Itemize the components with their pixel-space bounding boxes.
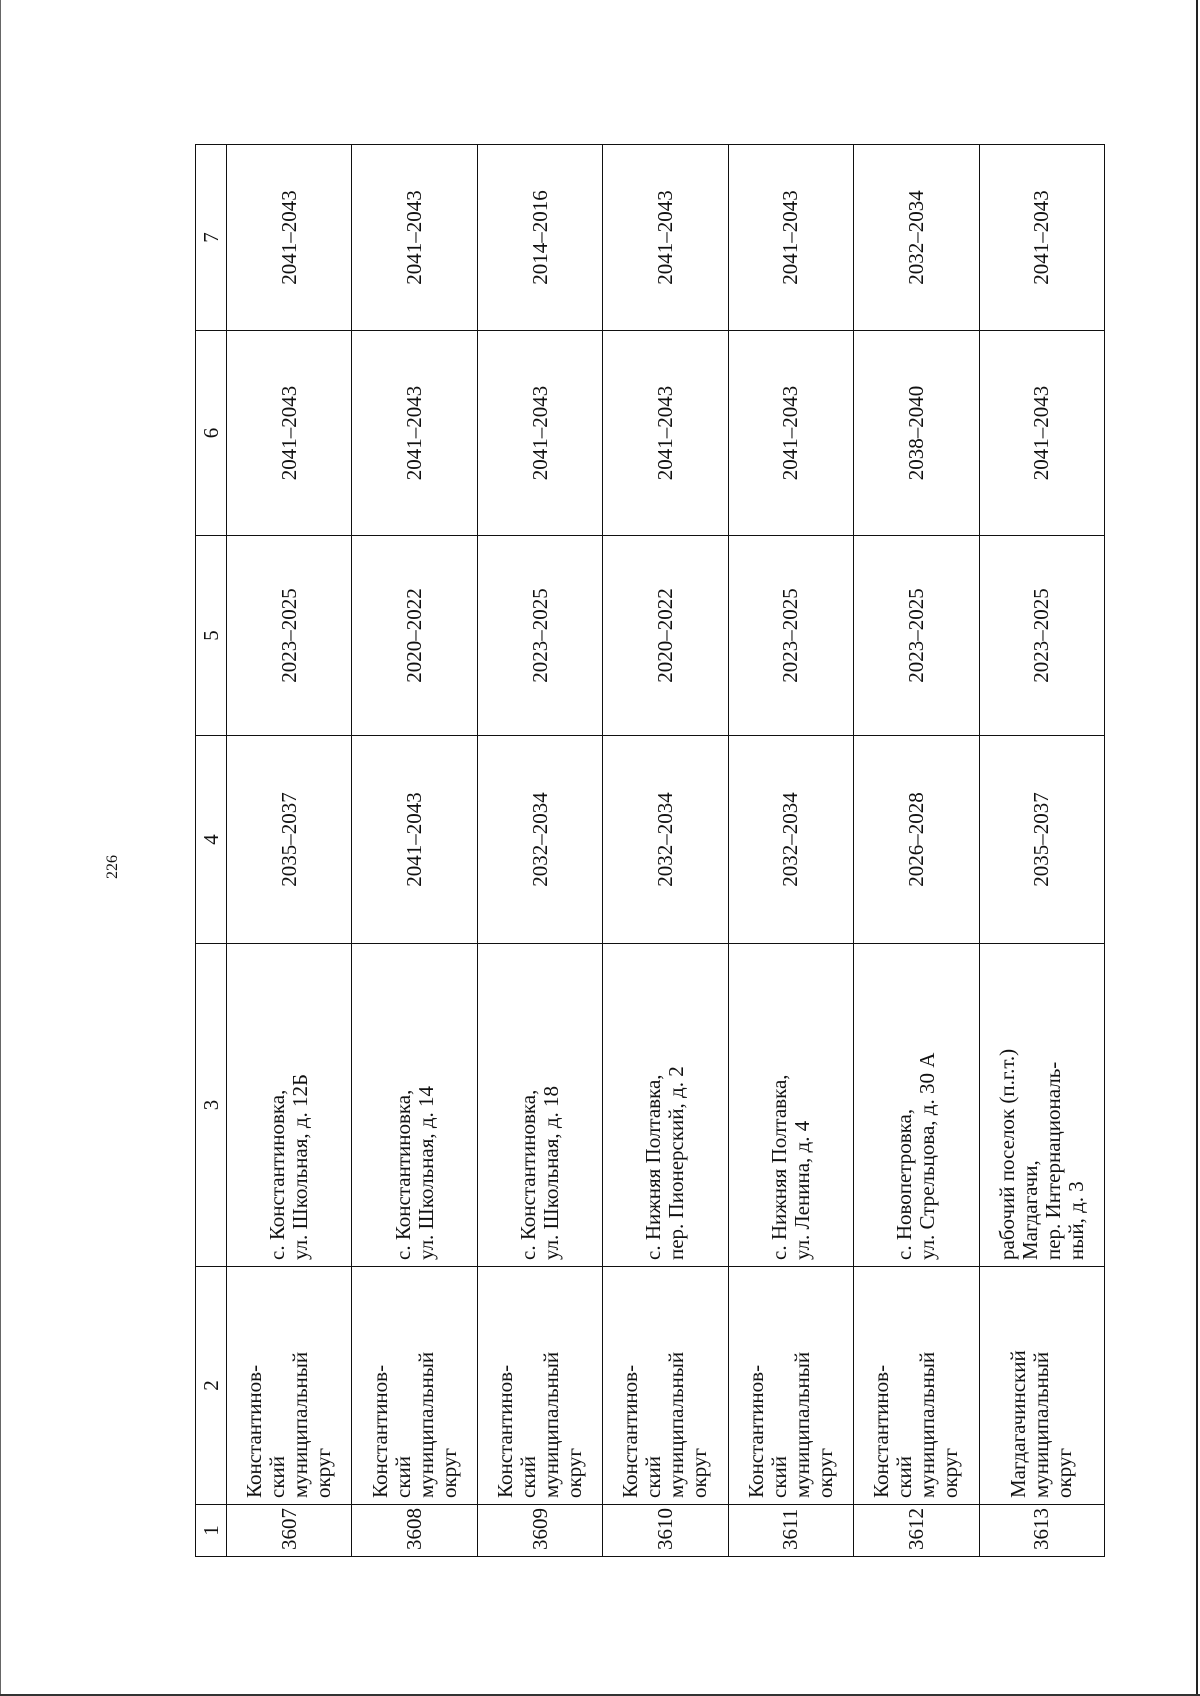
period-cell-6: 2041–2043: [477, 331, 602, 536]
period-cell-6: 2041–2043: [979, 331, 1104, 536]
address-cell: с. Новопетровка, ул. Стрельцова, д. 30 А: [854, 944, 979, 1267]
table-row: [477, 145, 602, 1557]
row-id-cell: 3607: [227, 1505, 352, 1557]
period-cell-4: 2032–2034: [603, 736, 728, 944]
period-cell-7: 2014–2016: [477, 145, 602, 331]
period-cell-7: 2032–2034: [854, 145, 979, 331]
period-cell-7: 2041–2043: [227, 145, 352, 331]
period-cell-5: 2023–2025: [979, 536, 1104, 736]
page-edge-left: [0, 0, 1, 1696]
period-cell-5: 2020–2022: [603, 536, 728, 736]
column-header: 4: [196, 736, 227, 944]
period-cell-5: 2023–2025: [477, 536, 602, 736]
period-cell-6: 2038–2040: [854, 331, 979, 536]
column-header: 3: [196, 944, 227, 1267]
column-header: 7: [196, 145, 227, 331]
period-cell-7: 2041–2043: [603, 145, 728, 331]
column-header: 6: [196, 331, 227, 536]
district-cell: Константинов- ский муниципальный округ: [854, 1267, 979, 1505]
period-cell-5: 2023–2025: [227, 536, 352, 736]
district-cell: Константинов- ский муниципальный округ: [728, 1267, 853, 1505]
district-cell: Константинов- ский муниципальный округ: [352, 1267, 477, 1505]
period-cell-6: 2041–2043: [227, 331, 352, 536]
period-cell-4: 2032–2034: [728, 736, 853, 944]
period-cell-7: 2041–2043: [352, 145, 477, 331]
period-cell-6: 2041–2043: [728, 331, 853, 536]
period-cell-5: 2020–2022: [352, 536, 477, 736]
row-id-cell: 3609: [477, 1505, 602, 1557]
table-row: [728, 145, 853, 1557]
address-cell: с. Константиновка, ул. Школьная, д. 18: [477, 944, 602, 1267]
row-id-cell: 3611: [728, 1505, 853, 1557]
district-cell: Константинов- ский муниципальный округ: [227, 1267, 352, 1505]
address-cell: с. Нижняя Полтавка, пер. Пионерский, д. 2: [603, 944, 728, 1267]
period-cell-7: 2041–2043: [728, 145, 853, 331]
period-cell-4: 2032–2034: [477, 736, 602, 944]
table-row: [227, 145, 352, 1557]
district-cell: Константинов- ский муниципальный округ: [603, 1267, 728, 1505]
page-edge-right: [1196, 0, 1198, 1696]
period-cell-4: 2035–2037: [979, 736, 1104, 944]
period-cell-4: 2035–2037: [227, 736, 352, 944]
page-number: 226: [104, 855, 121, 879]
table-row: [603, 145, 728, 1557]
address-cell: с. Константиновка, ул. Школьная, д. 14: [352, 944, 477, 1267]
row-id-cell: 3610: [603, 1505, 728, 1557]
period-cell-7: 2041–2043: [979, 145, 1104, 331]
rotated-table-container: [195, 145, 1105, 1557]
row-id-cell: 3613: [979, 1505, 1104, 1557]
district-cell: Константинов- ский муниципальный округ: [477, 1267, 602, 1505]
column-header: 2: [196, 1267, 227, 1505]
column-header: 1: [196, 1505, 227, 1557]
address-cell: с. Константиновка, ул. Школьная, д. 12Б: [227, 944, 352, 1267]
period-cell-5: 2023–2025: [728, 536, 853, 736]
period-cell-4: 2041–2043: [352, 736, 477, 944]
period-cell-4: 2026–2028: [854, 736, 979, 944]
row-id-cell: 3612: [854, 1505, 979, 1557]
district-cell: Магдагачинский муниципальный округ: [979, 1267, 1104, 1505]
address-cell: рабочий поселок (п.г.т.) Магдагачи, пер. Интернациональ- ный, д. 3: [979, 944, 1104, 1267]
row-id-cell: 3608: [352, 1505, 477, 1557]
table-row: [979, 145, 1104, 1557]
table-row: [352, 145, 477, 1557]
period-cell-5: 2023–2025: [854, 536, 979, 736]
column-header: 5: [196, 536, 227, 736]
address-cell: с. Нижняя Полтавка, ул. Ленина, д. 4: [728, 944, 853, 1267]
table-header-row: [196, 145, 227, 1557]
period-cell-6: 2041–2043: [352, 331, 477, 536]
table-row: [854, 145, 979, 1557]
data-table: [195, 144, 1105, 1557]
period-cell-6: 2041–2043: [603, 331, 728, 536]
